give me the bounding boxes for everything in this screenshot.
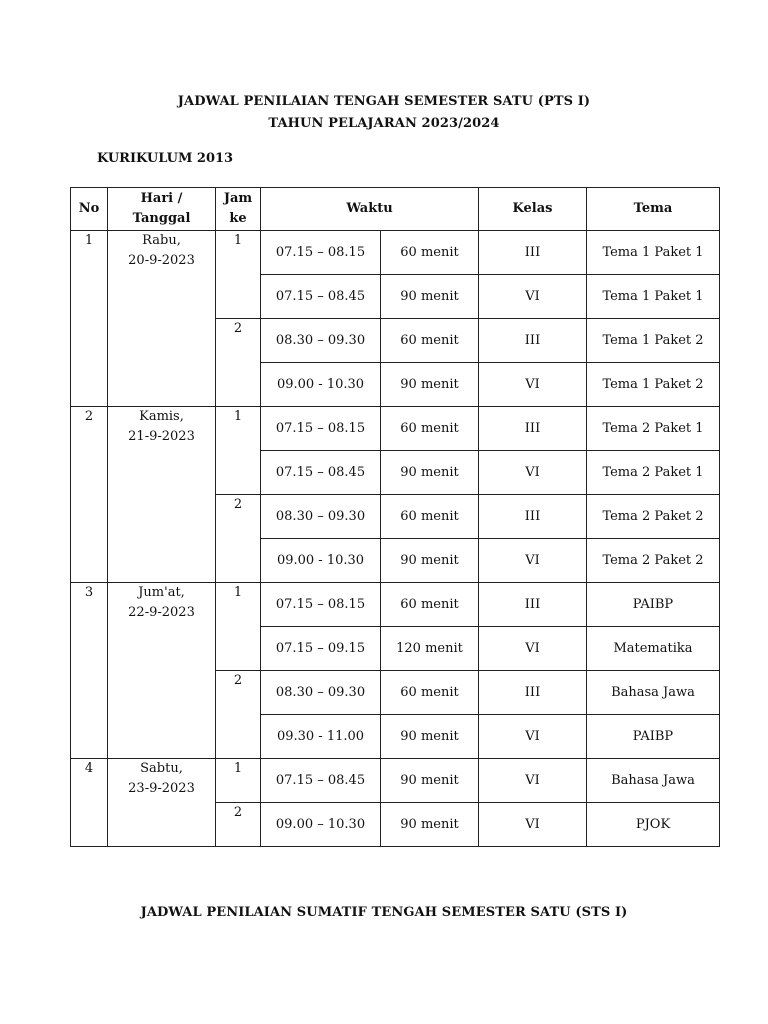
time-range: 07.15 – 08.45	[261, 451, 381, 495]
time-range: 07.15 – 08.15	[261, 407, 381, 451]
class-level: VI	[479, 759, 587, 803]
theme: Tema 1 Paket 2	[587, 319, 720, 363]
duration: 90 menit	[381, 451, 479, 495]
theme: Matematika	[587, 627, 720, 671]
table-header-row	[71, 188, 720, 231]
session-number: 2	[216, 495, 261, 583]
session-number: 1	[216, 231, 261, 319]
class-level: VI	[479, 451, 587, 495]
duration: 60 menit	[381, 583, 479, 627]
class-level: III	[479, 495, 587, 539]
duration: 90 menit	[381, 275, 479, 319]
session-number: 2	[216, 319, 261, 407]
time-range: 08.30 – 09.30	[261, 495, 381, 539]
header-hari-tanggal	[108, 188, 216, 231]
table-row	[71, 583, 720, 627]
duration: 60 menit	[381, 671, 479, 715]
header-tanggal: Tanggal	[132, 211, 191, 226]
time-range: 07.15 – 09.15	[261, 627, 381, 671]
theme: Bahasa Jawa	[587, 759, 720, 803]
session-number: 2	[216, 671, 261, 759]
theme: PJOK	[587, 803, 720, 847]
theme: Tema 1 Paket 2	[587, 363, 720, 407]
class-level: III	[479, 407, 587, 451]
day-date-cell	[108, 407, 216, 583]
theme: Tema 2 Paket 1	[587, 451, 720, 495]
theme: Tema 1 Paket 1	[587, 275, 720, 319]
session-number: 1	[216, 759, 261, 803]
class-level: III	[479, 319, 587, 363]
day-date: 20-9-2023	[128, 253, 195, 268]
time-range: 08.30 – 09.30	[261, 671, 381, 715]
duration: 90 menit	[381, 803, 479, 847]
theme: Tema 2 Paket 2	[587, 539, 720, 583]
time-range: 07.15 – 08.45	[261, 275, 381, 319]
header-kelas: Kelas	[479, 188, 587, 231]
session-number: 2	[216, 803, 261, 847]
header-ke: ke	[229, 211, 247, 226]
day-date: 21-9-2023	[128, 429, 195, 444]
duration: 90 menit	[381, 363, 479, 407]
class-level: VI	[479, 803, 587, 847]
class-level: VI	[479, 627, 587, 671]
theme: Tema 1 Paket 1	[587, 231, 720, 275]
session-number: 1	[216, 583, 261, 671]
day-name: Sabtu,	[140, 761, 183, 776]
theme: Tema 2 Paket 1	[587, 407, 720, 451]
class-level: III	[479, 583, 587, 627]
day-number: 1	[71, 231, 108, 407]
header-hari: Hari /	[140, 191, 183, 206]
class-level: VI	[479, 363, 587, 407]
time-range: 09.00 - 10.30	[261, 363, 381, 407]
header-jam: Jam	[223, 191, 253, 206]
document-title: JADWAL PENILAIAN TENGAH SEMESTER SATU (PTS I)	[177, 94, 591, 109]
class-level: VI	[479, 715, 587, 759]
theme: Bahasa Jawa	[587, 671, 720, 715]
document-subtitle: TAHUN PELAJARAN 2023/2024	[268, 116, 500, 131]
time-range: 09.30 - 11.00	[261, 715, 381, 759]
day-date-cell	[108, 759, 216, 847]
time-range: 09.00 - 10.30	[261, 539, 381, 583]
class-level: VI	[479, 539, 587, 583]
day-number: 2	[71, 407, 108, 583]
day-name: Jum'at,	[138, 585, 185, 600]
time-range: 07.15 – 08.15	[261, 583, 381, 627]
time-range: 08.30 – 09.30	[261, 319, 381, 363]
duration: 120 menit	[381, 627, 479, 671]
duration: 60 menit	[381, 495, 479, 539]
duration: 90 menit	[381, 715, 479, 759]
theme: PAIBP	[587, 583, 720, 627]
header-no: No	[71, 188, 108, 231]
day-name: Kamis,	[139, 409, 184, 424]
day-date-cell	[108, 231, 216, 407]
header-tema: Tema	[587, 188, 720, 231]
day-date-cell	[108, 583, 216, 759]
theme: PAIBP	[587, 715, 720, 759]
curriculum-label: KURIKULUM 2013	[97, 151, 234, 166]
header-waktu: Waktu	[261, 188, 479, 231]
class-level: VI	[479, 275, 587, 319]
session-number: 1	[216, 407, 261, 495]
section-title-sts: JADWAL PENILAIAN SUMATIF TENGAH SEMESTER SATU (STS I)	[140, 905, 628, 920]
time-range: 07.15 – 08.15	[261, 231, 381, 275]
duration: 60 menit	[381, 231, 479, 275]
schedule-table	[70, 187, 720, 847]
table-row	[71, 407, 720, 451]
day-number: 4	[71, 759, 108, 847]
duration: 90 menit	[381, 539, 479, 583]
table-row	[71, 231, 720, 275]
duration: 60 menit	[381, 407, 479, 451]
class-level: III	[479, 671, 587, 715]
header-jam-ke	[216, 188, 261, 231]
day-name: Rabu,	[142, 233, 181, 248]
time-range: 07.15 – 08.45	[261, 759, 381, 803]
day-number: 3	[71, 583, 108, 759]
day-date: 22-9-2023	[128, 605, 195, 620]
theme: Tema 2 Paket 2	[587, 495, 720, 539]
duration: 60 menit	[381, 319, 479, 363]
table-row	[71, 759, 720, 803]
time-range: 09.00 – 10.30	[261, 803, 381, 847]
duration: 90 menit	[381, 759, 479, 803]
class-level: III	[479, 231, 587, 275]
table-body	[71, 231, 720, 847]
day-date: 23-9-2023	[128, 781, 195, 796]
